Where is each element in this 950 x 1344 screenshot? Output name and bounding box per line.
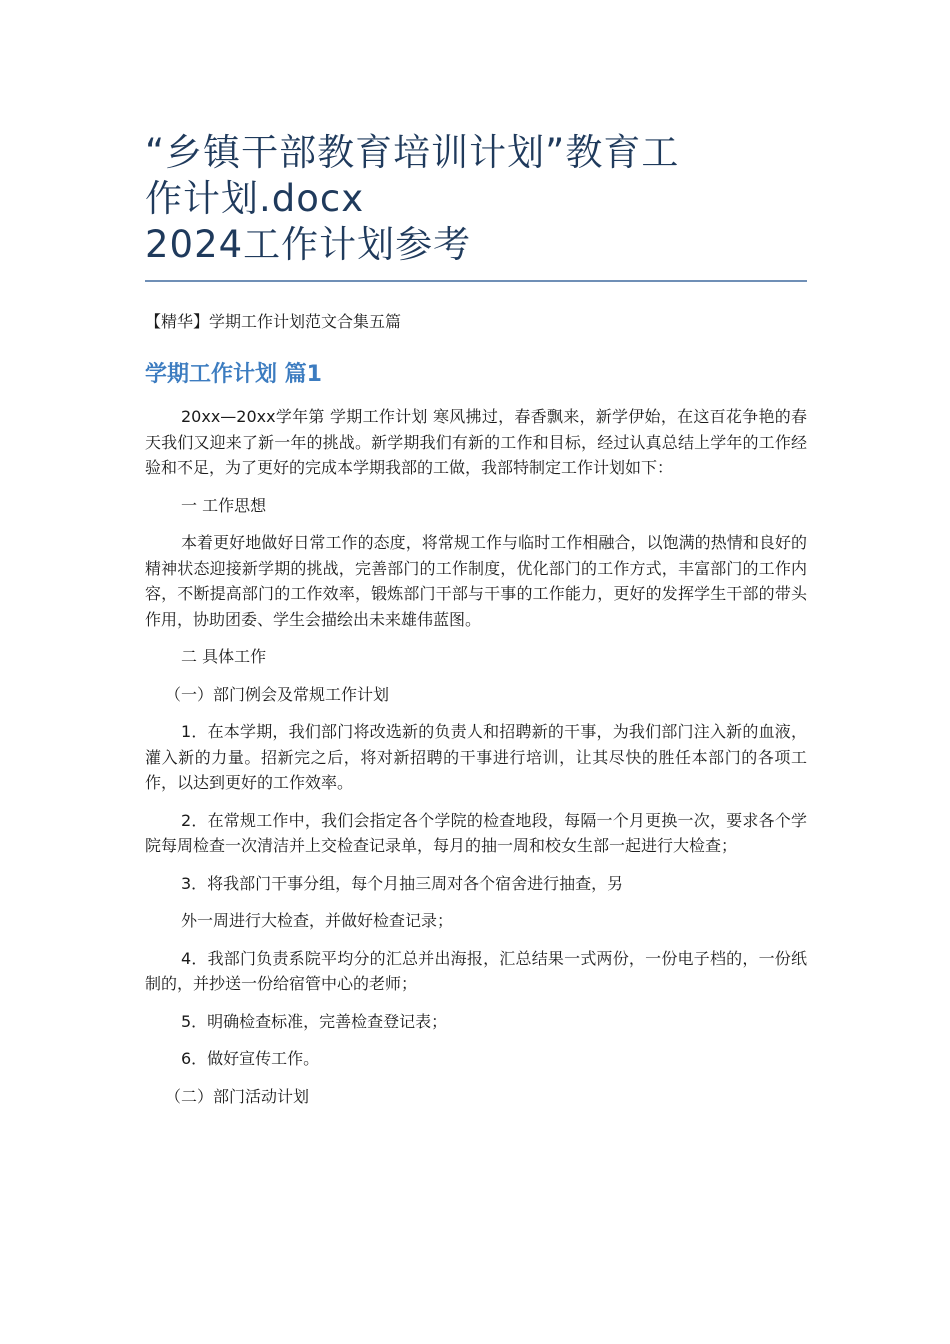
section-heading: 学期工作计划 篇1 [145, 362, 322, 387]
list-item-1: 1．在本学期，我们部门将改选新的负责人和招聘新的干事，为我们部门注入新的血液，灌入新的力量。招新完之后，将对新招聘的干事进行培训，让其尽快的胜任本部门的各项工作，以达到更好的工作效率。 [145, 722, 807, 792]
list-item-2: 2．在常规工作中，我们会指定各个学院的检查地段，每隔一个月更换一次，要求各个学院每周检查一次清洁并上交检查记录单，每月的抽一周和校女生部一起进行大检查； [145, 810, 807, 855]
list-item-3-part-1: 3．将我部门干事分组，每个月抽三周对各个宿舍进行抽查，另 [181, 873, 624, 893]
title-line-1: “乡镇干部教育培训计划”教育工 [145, 131, 680, 174]
list-item-6: 6．做好宣传工作。 [181, 1049, 320, 1068]
document-page [145, 130, 807, 1109]
title-divider [145, 280, 807, 282]
list-item-5: 5．明确检查标准，完善检查登记表； [181, 1011, 448, 1031]
subheading-meetings: （一）部门例会及常规工作计划 [165, 684, 390, 704]
document-title [145, 130, 807, 268]
list-item-3-part-2: 外一周进行大检查，并做好检查记录； [181, 911, 454, 930]
thought-paragraph: 本着更好地做好日常工作的态度，将常规工作与临时工作相融合，以饱满的热情和良好的精神状态迎接新学期的挑战，完善部门的工作制度，优化部门的工作方式，丰富部门的工作内容，不断提高部门的工作效率，锻炼部门干部与干事的工作能力，更好的发挥学生干部的带头作用，协助团委、学生会描绘出未来雄伟蓝图。 [145, 533, 807, 629]
list-item-4: 4．我部门负责系院平均分的汇总并出海报，汇总结果一式两份，一份电子档的，一份纸制的，并抄送一份给宿管中心的老师； [145, 948, 807, 993]
document-subtitle: 【精华】学期工作计划范文合集五篇 [145, 312, 402, 331]
subheading-activities: （二）部门活动计划 [165, 1086, 310, 1106]
heading-work-thought: 一 工作思想 [181, 495, 267, 515]
heading-specific-work: 二 具体工作 [181, 647, 267, 666]
title-line-3: 2024工作计划参考 [145, 223, 472, 266]
title-line-2: 作计划.docx [145, 177, 365, 220]
intro-paragraph: 20xx—20xx学年第 学期工作计划 寒风拂过，春香飘来，新学伊始，在这百花争艳的春天我们又迎来了新一年的挑战。新学期我们有新的工作和目标，经过认真总结上学年的工作经验和不足，为了更好的完成本学期我部的工做，我部特制定工作计划如下： [145, 407, 807, 477]
